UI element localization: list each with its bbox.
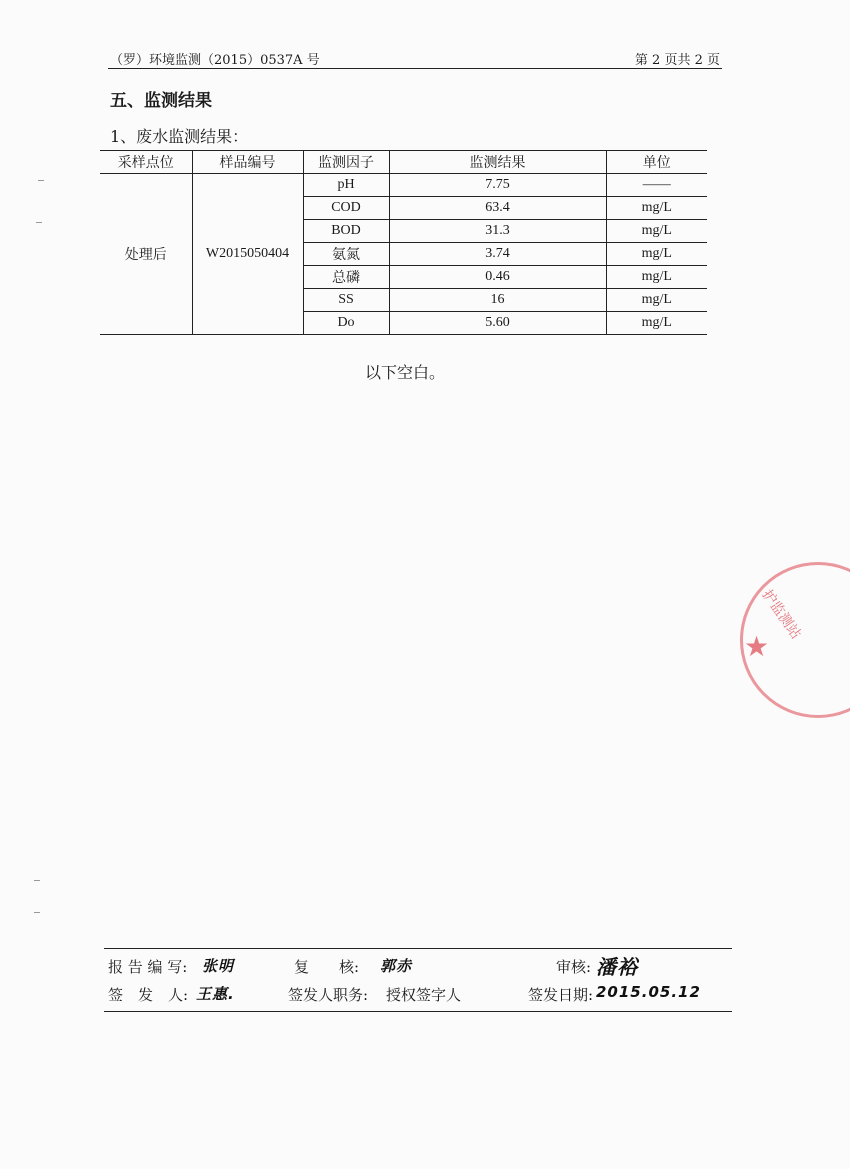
- unit-cell: mg/L: [606, 266, 707, 289]
- sample-id-cell: W2015050404: [192, 174, 303, 335]
- result-cell: 0.46: [389, 266, 606, 289]
- scan-speck: [38, 180, 44, 181]
- table-row: [100, 174, 707, 197]
- column-header: 样品编号: [192, 151, 303, 174]
- section-title: 五、监测结果: [110, 91, 212, 111]
- factor-cell: BOD: [303, 220, 389, 243]
- scan-speck: [34, 880, 40, 881]
- compiler-label: 报 告 编 写:: [108, 958, 188, 976]
- blank-below-note: 以下空白。: [364, 363, 445, 382]
- factor-cell: 氨氮: [303, 243, 389, 266]
- result-cell: 7.75: [389, 174, 606, 197]
- unit-cell: ——: [606, 174, 707, 197]
- subsection-title: 1、废水监测结果：: [110, 127, 249, 146]
- result-cell: 63.4: [389, 197, 606, 220]
- page-indicator: 第 2 页共 2 页: [634, 53, 720, 68]
- scan-speck: [36, 222, 42, 223]
- column-header: 采样点位: [100, 151, 192, 174]
- review-signature: 郭赤: [380, 957, 413, 975]
- factor-cell: SS: [303, 289, 389, 312]
- table-header-row: [100, 151, 707, 174]
- result-cell: 3.74: [389, 243, 606, 266]
- scan-speck: [34, 912, 40, 913]
- issue-date-label: 签发日期:: [528, 986, 594, 1004]
- factor-cell: Do: [303, 312, 389, 335]
- result-cell: 31.3: [389, 220, 606, 243]
- unit-cell: mg/L: [606, 289, 707, 312]
- compiler-signature: 张明: [202, 957, 235, 975]
- factor-cell: 总磷: [303, 266, 389, 289]
- factor-cell: pH: [303, 174, 389, 197]
- issue-date-value: 2015.05.12: [596, 983, 701, 1001]
- issuer-title: 授权签字人: [386, 986, 462, 1004]
- unit-cell: mg/L: [606, 220, 707, 243]
- issuer-title-label: 签发人职务:: [288, 986, 369, 1004]
- column-header: 单位: [606, 151, 707, 174]
- factor-cell: COD: [303, 197, 389, 220]
- column-header: 监测结果: [389, 151, 606, 174]
- seal-star-icon: ★: [744, 630, 770, 663]
- unit-cell: mg/L: [606, 243, 707, 266]
- seal-text: 护监测站: [758, 587, 804, 643]
- result-cell: 5.60: [389, 312, 606, 335]
- audit-label: 审核:: [556, 958, 592, 976]
- result-cell: 16: [389, 289, 606, 312]
- unit-cell: mg/L: [606, 197, 707, 220]
- issuer-label: 签 发 人:: [108, 986, 189, 1004]
- sampling-point-cell: 处理后: [100, 174, 192, 335]
- unit-cell: mg/L: [606, 312, 707, 335]
- review-label: 复 核:: [294, 958, 360, 976]
- audit-signature: 潘裕: [596, 955, 638, 979]
- wastewater-results-table: [100, 150, 707, 335]
- report-number: （罗）环境监测（2015）0537A 号: [110, 53, 320, 68]
- signature-footer: [104, 948, 732, 1012]
- column-header: 监测因子: [303, 151, 389, 174]
- issuer-signature: 王惠.: [196, 985, 235, 1003]
- page-header: [108, 48, 722, 69]
